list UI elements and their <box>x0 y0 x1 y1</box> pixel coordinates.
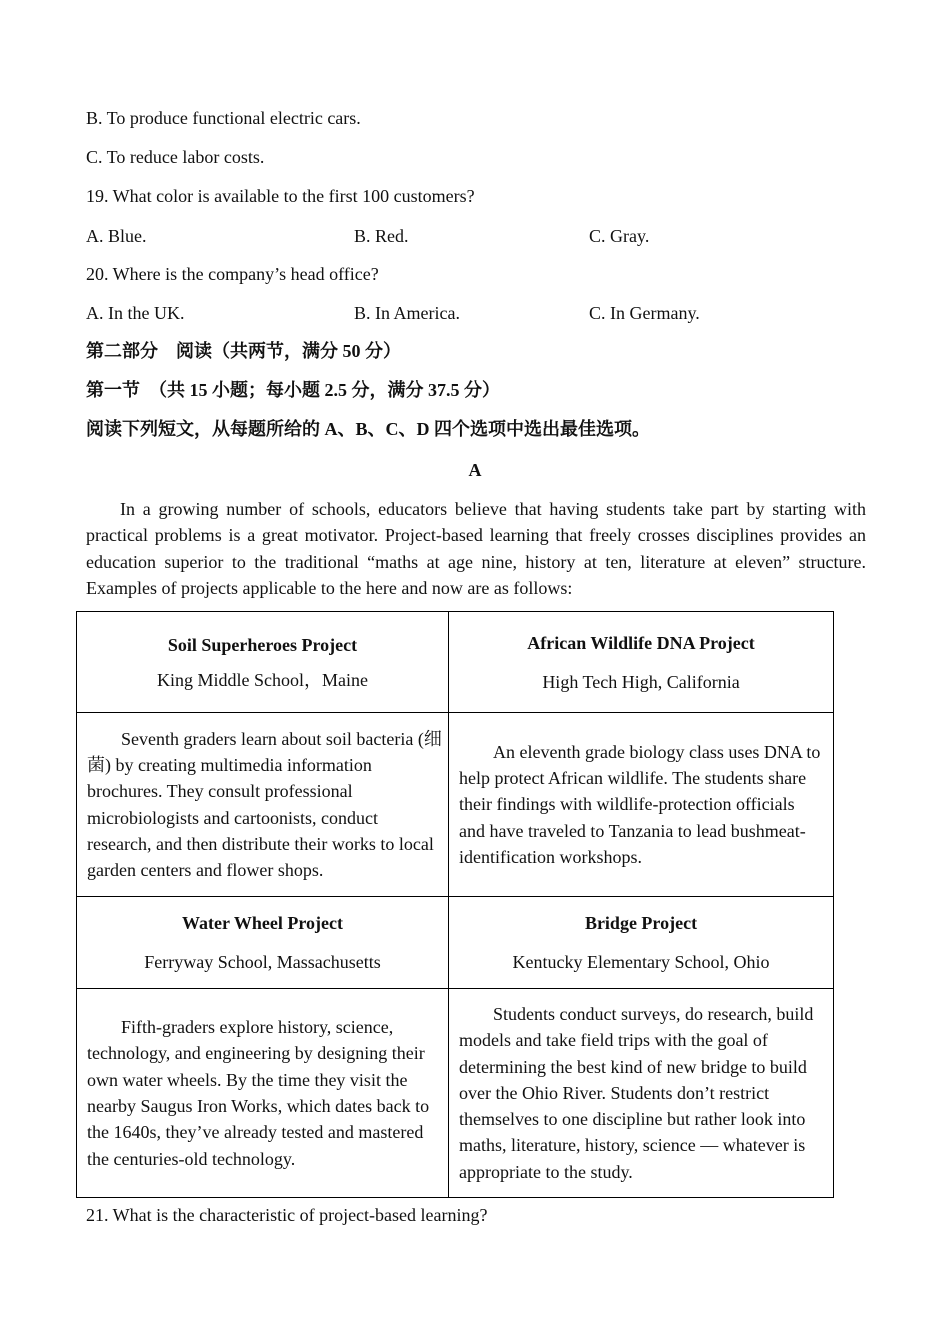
project-title: Bridge Project <box>584 913 698 933</box>
q19-option-a: A. Blue. <box>86 226 147 246</box>
q20-option-a: A. In the UK. <box>86 303 185 323</box>
q18-option-c: C. To reduce labor costs. <box>86 147 265 167</box>
project-school: Ferryway School, Massachusetts <box>144 952 381 972</box>
project-description-bridge <box>449 989 834 1198</box>
projects-table <box>76 611 834 1198</box>
project-description: Students conduct surveys, do research, build models and take field trips with the goal of determining the best kind of new bridge to build over the Ohio River. Students don’t restrict themselves to one discipline but rather look into maths, literature, history, science — whatever is appropriate to the study. <box>459 1003 814 1182</box>
q18-option-b: B. To produce functional electric cars. <box>86 108 361 128</box>
q19-option-b: B. Red. <box>354 226 409 246</box>
part2-heading: 第二部分 阅读（共两节，满分 50 分） <box>86 341 401 361</box>
project-description-dna <box>449 713 834 897</box>
project-description: Fifth-graders explore history, science, technology, and engineering by designing their own water wheels. By the time they visit the nearby Saugus Iron Works, which dates back to the 1640s, they’ve already tested and mastered the centuries-old technology. <box>87 1017 430 1169</box>
project-title: African Wildlife DNA Project <box>527 632 755 653</box>
project-school: Kentucky Elementary School, Ohio <box>512 952 770 972</box>
passage-intro: In a growing number of schools, educators believe that having students take part by starting with practical problems is a great motivator. Project-based learning that freely crosses disciplines provides an education superior to the traditional “maths at age nine, history at ten, literature at eleven” structure. Examples of projects applicable to the here and now are as follows: <box>86 499 866 598</box>
project-description-water-wheel <box>77 989 449 1198</box>
passage-letter: A <box>468 460 482 480</box>
project-header-bridge <box>449 897 834 989</box>
project-header-soil <box>77 612 449 713</box>
project-title: Water Wheel Project <box>182 913 343 933</box>
q19-option-c: C. Gray. <box>589 226 650 246</box>
q19-question: 19. What color is available to the first 100 customers? <box>86 186 475 206</box>
q20-option-c: C. In Germany. <box>589 303 700 323</box>
project-header-dna <box>449 612 834 713</box>
reading-instruction: 阅读下列短文，从每题所给的 A、B、C、D 四个选项中选出最佳选项。 <box>86 419 650 439</box>
project-description: An eleventh grade biology class uses DNA to help protect African wildlife. The students share their findings with wildlife-protection officials and have traveled to Tanzania to lead bushmeat-identification workshops. <box>459 741 821 867</box>
project-description: Seventh graders learn about soil bacteria (细菌) by creating multimedia information brochures. They consult professional microbiologists and cartoonists, conduct research, and then distribute their works to local garden centers and flower shops. <box>87 728 442 881</box>
project-title: Soil Superheroes Project <box>167 634 358 655</box>
project-header-water-wheel <box>77 897 449 989</box>
q20-question: 20. Where is the company’s head office? <box>86 264 379 284</box>
project-description-soil <box>77 713 449 897</box>
section1-heading: 第一节 （共 15 小题；每小题 2.5 分，满分 37.5 分） <box>86 380 500 400</box>
q21-question: 21. What is the characteristic of project-based learning? <box>86 1205 488 1225</box>
project-school: King Middle School，Maine <box>157 669 368 690</box>
project-school: High Tech High, California <box>542 671 740 692</box>
q20-option-b: B. In America. <box>354 303 460 323</box>
